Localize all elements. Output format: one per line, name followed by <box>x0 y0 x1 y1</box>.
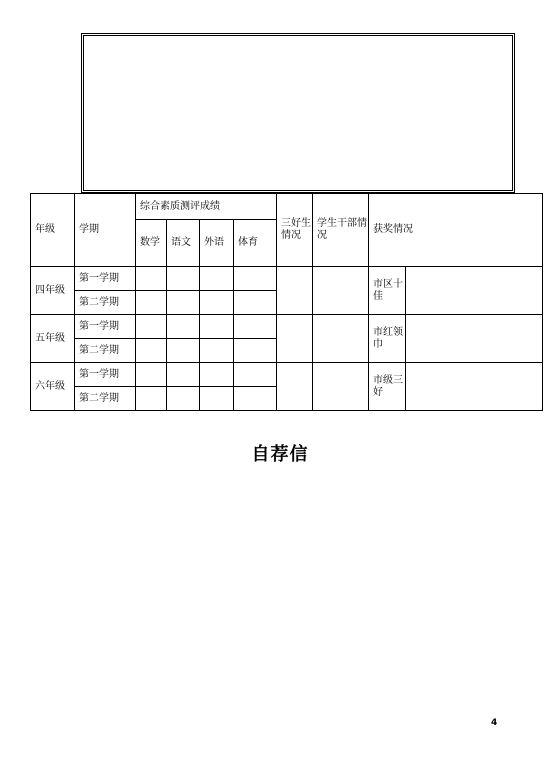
term-cell: 第一学期 <box>75 315 136 339</box>
award-cell: 市级三好 <box>369 363 406 411</box>
cadre-cell <box>313 267 369 315</box>
score-cell <box>200 291 234 315</box>
award-detail-cell <box>406 267 543 315</box>
score-cell <box>234 267 277 291</box>
term-cell: 第二学期 <box>75 339 136 363</box>
grade-cell: 五年级 <box>31 315 75 363</box>
score-cell <box>136 291 167 315</box>
header-math: 数学 <box>136 220 167 267</box>
table-row <box>31 363 543 387</box>
table-row <box>31 267 543 291</box>
score-cell <box>136 339 167 363</box>
score-cell <box>200 267 234 291</box>
score-cell <box>136 267 167 291</box>
score-cell <box>167 315 200 339</box>
score-cell <box>234 363 277 387</box>
score-cell <box>234 339 277 363</box>
score-cell <box>200 339 234 363</box>
table-header-row <box>31 194 543 220</box>
term-cell: 第一学期 <box>75 267 136 291</box>
header-term: 学期 <box>75 194 136 267</box>
score-cell <box>200 363 234 387</box>
header-scores-group: 综合素质测评成绩 <box>136 194 277 220</box>
award-detail-cell <box>406 315 543 363</box>
three-good-cell <box>277 363 313 411</box>
award-cell: 市区十佳 <box>369 267 406 315</box>
score-cell <box>167 291 200 315</box>
header-grade: 年级 <box>31 194 75 267</box>
cadre-cell <box>313 315 369 363</box>
header-three-good: 三好生情况 <box>277 194 313 267</box>
three-good-cell <box>277 267 313 315</box>
term-cell: 第一学期 <box>75 363 136 387</box>
page-number: 4 <box>491 718 498 728</box>
score-cell <box>234 291 277 315</box>
score-cell <box>167 267 200 291</box>
score-cell <box>136 315 167 339</box>
score-cell <box>200 315 234 339</box>
header-pe: 体育 <box>234 220 277 267</box>
award-detail-cell <box>406 363 543 411</box>
score-cell <box>136 387 167 411</box>
grades-table <box>30 193 543 411</box>
header-foreign: 外语 <box>200 220 234 267</box>
score-cell <box>234 315 277 339</box>
score-cell <box>200 387 234 411</box>
score-cell <box>167 363 200 387</box>
term-cell: 第二学期 <box>75 291 136 315</box>
header-awards: 获奖情况 <box>369 194 543 267</box>
header-chinese: 语文 <box>167 220 200 267</box>
grade-cell: 四年级 <box>31 267 75 315</box>
cadre-cell <box>313 363 369 411</box>
score-cell <box>167 339 200 363</box>
three-good-cell <box>277 315 313 363</box>
score-cell <box>234 387 277 411</box>
award-cell: 市红领巾 <box>369 315 406 363</box>
score-cell <box>167 387 200 411</box>
table-row <box>31 315 543 339</box>
header-cadre: 学生干部情况 <box>313 194 369 267</box>
grade-cell: 六年级 <box>31 363 75 411</box>
photo-frame <box>81 33 515 193</box>
term-cell: 第二学期 <box>75 387 136 411</box>
score-cell <box>136 363 167 387</box>
letter-title: 自荐信 <box>251 444 309 465</box>
